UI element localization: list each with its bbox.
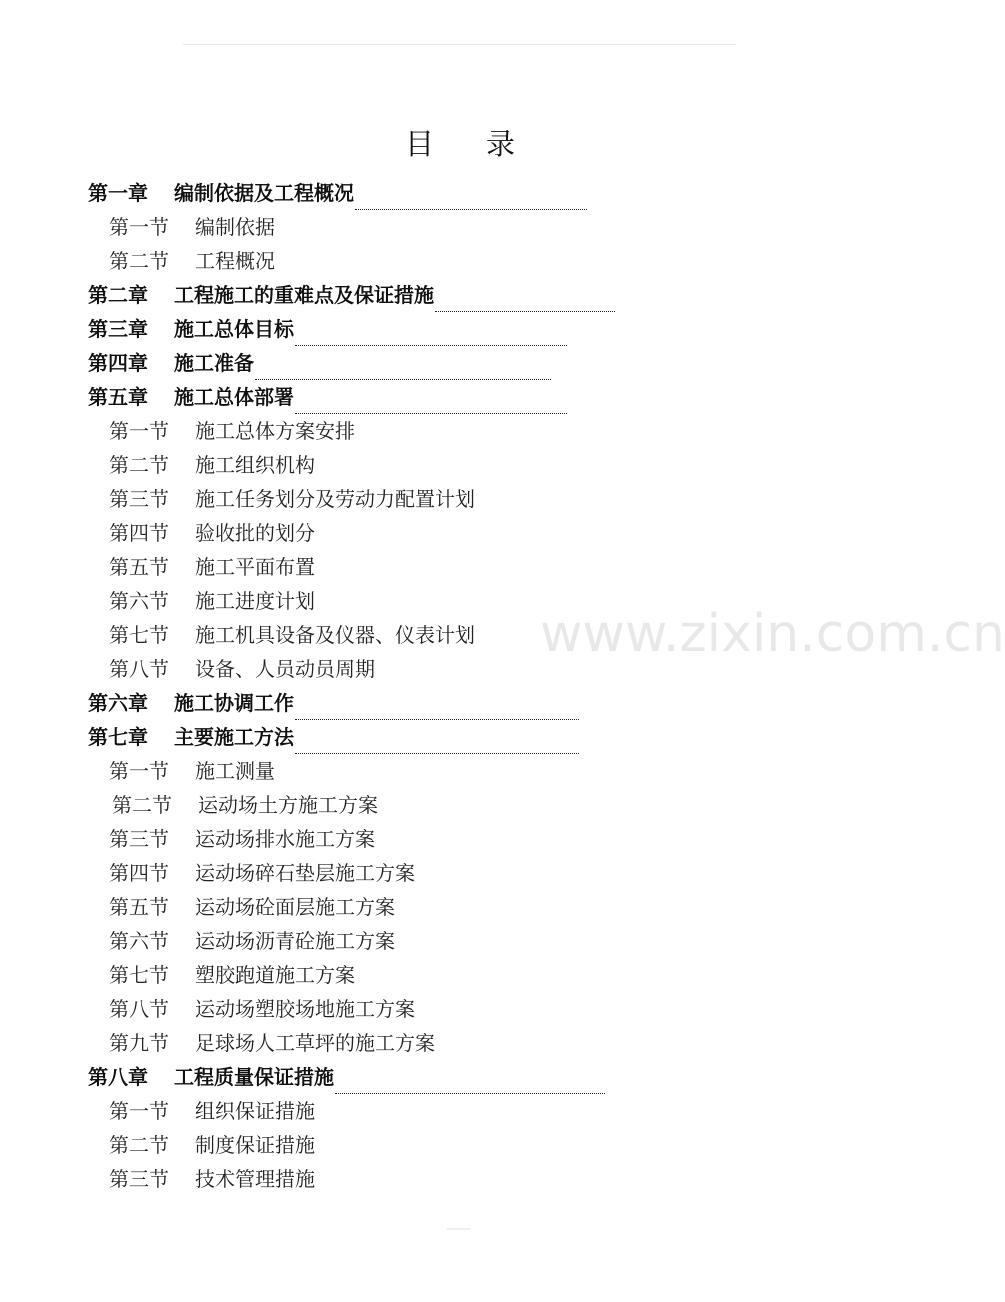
toc-chapter-3[interactable] xyxy=(88,312,567,346)
section-title: 编制依据 xyxy=(195,215,275,239)
section-title: 施工测量 xyxy=(195,759,275,783)
section-title: 验收批的划分 xyxy=(195,521,315,545)
toc-section[interactable] xyxy=(109,210,275,244)
section-number: 第五节 xyxy=(109,895,169,919)
chapter-number: 第一章 xyxy=(88,181,148,205)
chapter-number: 第三章 xyxy=(88,317,148,341)
section-title: 技术管理措施 xyxy=(195,1167,315,1191)
section-title: 运动场塑胶场地施工方案 xyxy=(195,997,415,1021)
section-title: 设备、人员动员周期 xyxy=(195,657,375,681)
section-title: 施工总体方案安排 xyxy=(195,419,355,443)
toc-section[interactable] xyxy=(109,516,315,550)
section-number: 第四节 xyxy=(109,861,169,885)
section-number: 第七节 xyxy=(109,963,169,987)
section-title: 运动场沥青砼施工方案 xyxy=(195,929,395,953)
chapter-title: 工程施工的重难点及保证措施 xyxy=(174,283,434,307)
leader-dots xyxy=(255,353,551,380)
header-rule xyxy=(183,44,736,45)
chapter-title: 施工总体部署 xyxy=(174,385,294,409)
chapter-title: 主要施工方法 xyxy=(174,725,294,749)
toc-section[interactable] xyxy=(109,1094,315,1128)
section-title: 足球场人工草坪的施工方案 xyxy=(195,1031,435,1055)
toc-section[interactable] xyxy=(109,652,375,686)
section-title: 工程概况 xyxy=(195,249,275,273)
section-number: 第八节 xyxy=(109,997,169,1021)
section-title: 施工任务划分及劳动力配置计划 xyxy=(195,487,475,511)
section-title: 施工进度计划 xyxy=(195,589,315,613)
toc-section[interactable] xyxy=(109,244,275,278)
section-title: 组织保证措施 xyxy=(195,1099,315,1123)
chapter-title: 施工准备 xyxy=(174,351,254,375)
toc-section[interactable] xyxy=(109,618,475,652)
chapter-number: 第八章 xyxy=(88,1065,148,1089)
toc-section[interactable] xyxy=(109,414,355,448)
section-number: 第一节 xyxy=(109,759,169,783)
toc-section[interactable] xyxy=(109,584,315,618)
chapter-number: 第二章 xyxy=(88,283,148,307)
chapter-title: 编制依据及工程概况 xyxy=(174,181,354,205)
chapter-title: 施工总体目标 xyxy=(174,317,294,341)
section-number: 第七节 xyxy=(109,623,169,647)
section-number: 第一节 xyxy=(109,215,169,239)
section-number: 第二节 xyxy=(109,453,169,477)
section-title: 施工组织机构 xyxy=(195,453,315,477)
toc-section[interactable] xyxy=(109,856,415,890)
section-number: 第一节 xyxy=(109,419,169,443)
section-title: 运动场土方施工方案 xyxy=(198,793,378,817)
section-title: 塑胶跑道施工方案 xyxy=(195,963,355,987)
section-title: 施工平面布置 xyxy=(195,555,315,579)
section-title: 施工机具设备及仪器、仪表计划 xyxy=(195,623,475,647)
toc-section[interactable] xyxy=(109,890,395,924)
toc-section[interactable] xyxy=(109,1128,315,1162)
toc-section[interactable] xyxy=(109,992,415,1026)
page-title: 目录 xyxy=(404,127,567,161)
section-number: 第八节 xyxy=(109,657,169,681)
section-number: 第四节 xyxy=(109,521,169,545)
section-number: 第二节 xyxy=(109,1133,169,1157)
section-title: 制度保证措施 xyxy=(195,1133,315,1157)
toc-section[interactable] xyxy=(109,482,475,516)
toc-chapter-7[interactable] xyxy=(88,720,579,754)
toc-section[interactable] xyxy=(109,822,375,856)
chapter-title: 施工协调工作 xyxy=(174,691,294,715)
toc-chapter-6[interactable] xyxy=(88,686,579,720)
toc-section[interactable] xyxy=(112,788,378,822)
section-number: 第三节 xyxy=(109,1167,169,1191)
toc-section[interactable] xyxy=(109,958,355,992)
section-title: 运动场排水施工方案 xyxy=(195,827,375,851)
toc-chapter-5[interactable] xyxy=(88,380,567,414)
leader-dots xyxy=(295,727,579,754)
toc-section[interactable] xyxy=(109,924,395,958)
leader-dots xyxy=(295,319,567,346)
chapter-number: 第五章 xyxy=(88,385,148,409)
chapter-number: 第六章 xyxy=(88,691,148,715)
leader-dots xyxy=(355,183,587,210)
toc-section[interactable] xyxy=(109,1026,435,1060)
watermark: www.zixin.com.cn xyxy=(540,604,1005,664)
section-number: 第二节 xyxy=(109,249,169,273)
section-number: 第三节 xyxy=(109,487,169,511)
toc-section[interactable] xyxy=(109,550,315,584)
toc-chapter-4[interactable] xyxy=(88,346,551,380)
section-number: 第五节 xyxy=(109,555,169,579)
leader-dots xyxy=(295,693,579,720)
section-number: 第六节 xyxy=(109,929,169,953)
leader-dots xyxy=(335,1067,605,1094)
toc-section[interactable] xyxy=(109,448,315,482)
chapter-title: 工程质量保证措施 xyxy=(174,1065,334,1089)
leader-dots xyxy=(435,285,615,312)
section-title: 运动场砼面层施工方案 xyxy=(195,895,395,919)
leader-dots xyxy=(295,387,567,414)
toc-chapter-8[interactable] xyxy=(88,1060,605,1094)
section-title: 运动场碎石垫层施工方案 xyxy=(195,861,415,885)
section-number: 第一节 xyxy=(109,1099,169,1123)
section-number: 第三节 xyxy=(109,827,169,851)
footer-mark xyxy=(447,1228,471,1230)
section-number: 第六节 xyxy=(109,589,169,613)
toc-chapter-1[interactable] xyxy=(88,176,587,210)
section-number: 第九节 xyxy=(109,1031,169,1055)
chapter-number: 第四章 xyxy=(88,351,148,375)
toc-chapter-2[interactable] xyxy=(88,278,615,312)
chapter-number: 第七章 xyxy=(88,725,148,749)
toc-section[interactable] xyxy=(109,1162,315,1196)
toc-section[interactable] xyxy=(109,754,275,788)
section-number: 第二节 xyxy=(112,793,172,817)
